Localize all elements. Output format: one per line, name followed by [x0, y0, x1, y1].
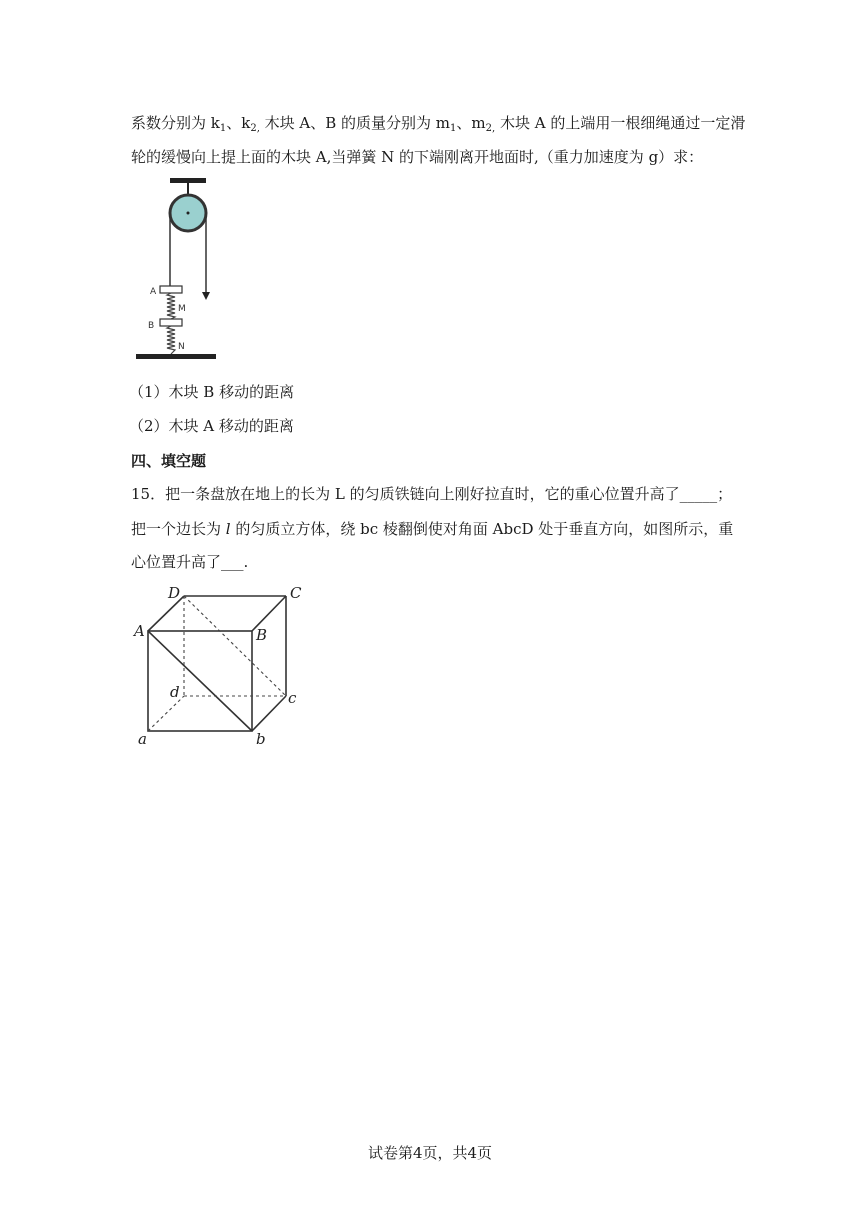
label-bottom-d: d: [170, 683, 180, 701]
block-a: [160, 286, 182, 293]
problem-15-line-1: 15．把一条盘放在地上的长为 L 的匀质铁链向上刚好拉直时，它的重心位置升高了_____；: [131, 485, 733, 503]
text-segment: 木块 A 的上端用一根细绳通过一定滑: [495, 114, 746, 132]
text-segment: 的匀质立方体，绕 bc 棱翻倒使对角面 AbcD 处于垂直方向，如图所示，重: [230, 520, 734, 538]
block-b: [160, 319, 182, 326]
label-top-b: B: [256, 626, 268, 644]
subscript: 1: [450, 123, 457, 134]
label-a: A: [150, 287, 157, 297]
text-segment: 木块 A、B 的质量分别为 m: [259, 114, 451, 132]
text-segment: 把一个边长为: [131, 520, 226, 538]
text-segment: 、m: [456, 114, 486, 132]
label-top-c: C: [290, 584, 302, 602]
text-segment: 系数分别为 k: [131, 114, 220, 132]
question-1: （1）木块 B 移动的距离: [129, 383, 295, 401]
subscript: 2,: [485, 123, 496, 134]
edge-c-b: [252, 696, 286, 731]
pulley-spring-figure: [132, 176, 222, 366]
variable-l: l: [225, 520, 231, 538]
section-title: 四、填空题: [131, 452, 207, 470]
spring-n: [167, 326, 175, 354]
label-m: M: [178, 304, 186, 314]
ceiling-bar: [170, 178, 206, 183]
spring-m: [167, 293, 175, 319]
question-2: （2）木块 A 移动的距离: [129, 417, 294, 435]
diagonal-a-b: [148, 631, 252, 731]
page-footer: 试卷第4页，共4页: [367, 1144, 493, 1162]
label-b: B: [148, 321, 155, 331]
subscript: 1: [219, 123, 227, 134]
label-n: N: [178, 342, 185, 352]
problem-14-line-2: 轮的缓慢向上提上面的木块 A,当弹簧 N 的下端刚离开地面时,（重力加速度为 g）求：: [131, 148, 704, 166]
pull-arrow-icon: [202, 292, 210, 300]
hidden-edge-a-d: [148, 696, 184, 731]
label-bottom-a: a: [138, 730, 147, 748]
problem-14-line-1: [131, 113, 745, 133]
cube-figure: [130, 584, 310, 750]
text-segment: 、k: [226, 114, 251, 132]
label-bottom-c: c: [288, 689, 297, 707]
ground-bar: [136, 354, 216, 359]
label-top-d: D: [168, 584, 181, 602]
label-top-a: A: [134, 622, 145, 640]
problem-15-line-3: 心位置升高了___.: [131, 553, 249, 571]
label-bottom-b: b: [256, 730, 266, 748]
subscript: 2,: [250, 123, 260, 134]
pulley-center: [187, 212, 190, 215]
problem-15-line-2: [131, 519, 733, 539]
